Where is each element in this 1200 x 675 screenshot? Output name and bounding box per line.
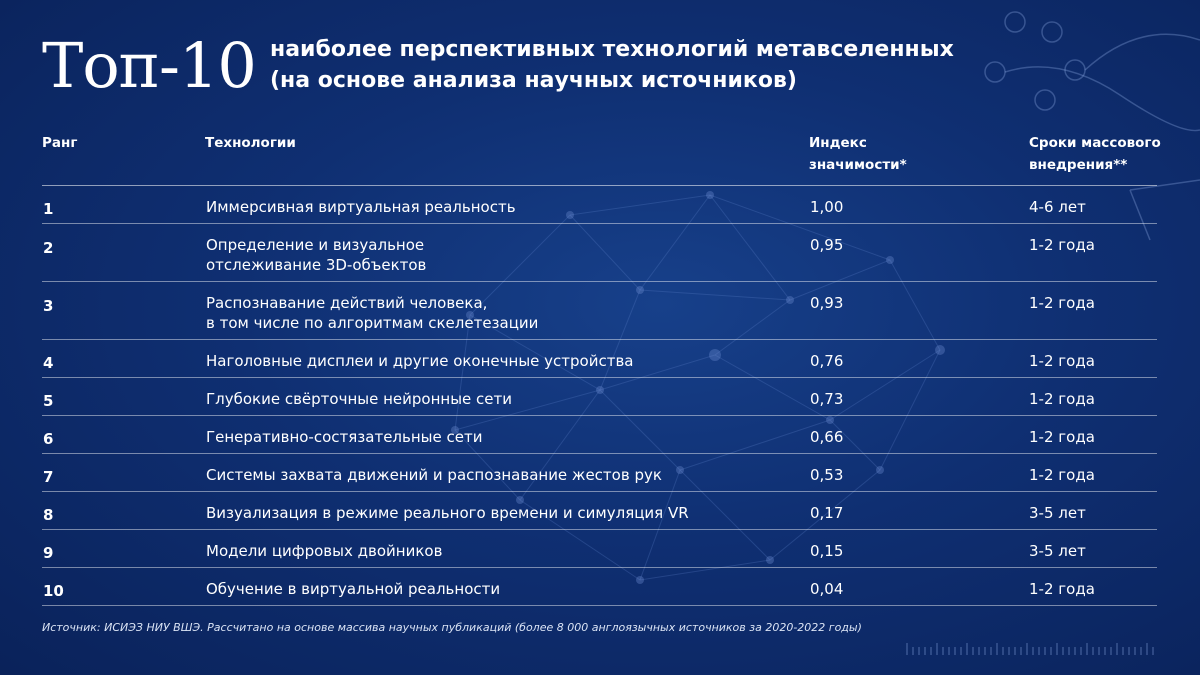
table-row xyxy=(42,492,1157,530)
technology-line: Генеративно-состязательные сети xyxy=(206,428,483,446)
technology-cell xyxy=(206,351,766,371)
technology-line-2: отслеживание 3D-объектов xyxy=(206,256,427,274)
technology-line: Распознавание действий человека, xyxy=(206,294,488,312)
rank-cell: 4 xyxy=(43,354,54,372)
rank-cell: 5 xyxy=(43,392,54,410)
header-terms-line1: Сроки массового xyxy=(1029,135,1161,151)
decorative-ticks xyxy=(905,643,1155,655)
table-row xyxy=(42,186,1157,224)
technology-cell xyxy=(206,293,766,333)
rank-cell: 3 xyxy=(43,297,54,315)
technology-cell xyxy=(206,465,766,485)
index-cell: 0,53 xyxy=(810,466,844,484)
table-row xyxy=(42,530,1157,568)
index-cell: 0,93 xyxy=(810,294,844,312)
index-cell: 0,73 xyxy=(810,390,844,408)
header-terms-line2: внедрения** xyxy=(1029,157,1128,173)
terms-cell: 1-2 года xyxy=(1029,428,1095,446)
technology-line: Наголовные дисплеи и другие оконечные устройства xyxy=(206,352,634,370)
terms-cell: 1-2 года xyxy=(1029,294,1095,312)
technologies-table xyxy=(42,130,1161,606)
terms-cell: 3-5 лет xyxy=(1029,504,1086,522)
header-index-line1: Индекс xyxy=(809,135,867,151)
table-row xyxy=(42,454,1157,492)
technology-line: Определение и визуальное xyxy=(206,236,425,254)
technology-line: Модели цифровых двойников xyxy=(206,542,443,560)
table-row xyxy=(42,568,1157,606)
terms-cell: 1-2 года xyxy=(1029,580,1095,598)
terms-cell: 1-2 года xyxy=(1029,390,1095,408)
index-cell: 0,04 xyxy=(810,580,844,598)
rank-cell: 9 xyxy=(43,544,54,562)
source-footnote: Источник: ИСИЭЗ НИУ ВШЭ. Рассчитано на основе массива научных публикаций (более 8 000 англоязычных источников за 2020-2022 годы) xyxy=(42,621,862,634)
index-cell: 0,76 xyxy=(810,352,844,370)
table-header xyxy=(42,130,1161,185)
table-row xyxy=(42,378,1157,416)
index-cell: 0,15 xyxy=(810,542,844,560)
technology-cell xyxy=(206,579,766,599)
table-row xyxy=(42,224,1157,282)
header-index-line2: значимости* xyxy=(809,157,907,173)
terms-cell: 4-6 лет xyxy=(1029,198,1086,216)
technology-cell xyxy=(206,235,766,275)
header-index xyxy=(809,132,959,176)
technology-cell xyxy=(206,389,766,409)
terms-cell: 1-2 года xyxy=(1029,236,1095,254)
header-terms xyxy=(1029,132,1169,176)
index-cell: 0,95 xyxy=(810,236,844,254)
index-cell: 1,00 xyxy=(810,198,844,216)
technology-cell xyxy=(206,197,766,217)
rank-cell: 6 xyxy=(43,430,54,448)
rank-cell: 8 xyxy=(43,506,54,524)
terms-cell: 1-2 года xyxy=(1029,352,1095,370)
technology-cell xyxy=(206,427,766,447)
index-cell: 0,66 xyxy=(810,428,844,446)
technology-line: Иммерсивная виртуальная реальность xyxy=(206,198,516,216)
table-row xyxy=(42,416,1157,454)
page-subtitle: наиболее перспективных технологий метавселенных (на основе анализа научных источников) xyxy=(270,37,954,93)
header-technologies: Технологии xyxy=(205,135,296,151)
table-row xyxy=(42,340,1157,378)
terms-cell: 1-2 года xyxy=(1029,466,1095,484)
technology-cell xyxy=(206,503,766,523)
technology-line: Визуализация в режиме реального времени и симуляция VR xyxy=(206,504,689,522)
rank-cell: 2 xyxy=(43,239,54,257)
table-body xyxy=(42,185,1157,606)
page-title: Топ-10 xyxy=(42,29,256,102)
technology-line: Системы захвата движений и распознавание жестов рук xyxy=(206,466,662,484)
rank-cell: 7 xyxy=(43,468,54,486)
rank-cell: 10 xyxy=(43,582,64,600)
rank-cell: 1 xyxy=(43,200,54,218)
table-row xyxy=(42,282,1157,340)
technology-line-2: в том числе по алгоритмам скелетезации xyxy=(206,314,539,332)
terms-cell: 3-5 лет xyxy=(1029,542,1086,560)
technology-cell xyxy=(206,541,766,561)
technology-line: Глубокие свёрточные нейронные сети xyxy=(206,390,513,408)
header-rank: Ранг xyxy=(42,135,78,151)
index-cell: 0,17 xyxy=(810,504,844,522)
technology-line: Обучение в виртуальной реальности xyxy=(206,580,501,598)
